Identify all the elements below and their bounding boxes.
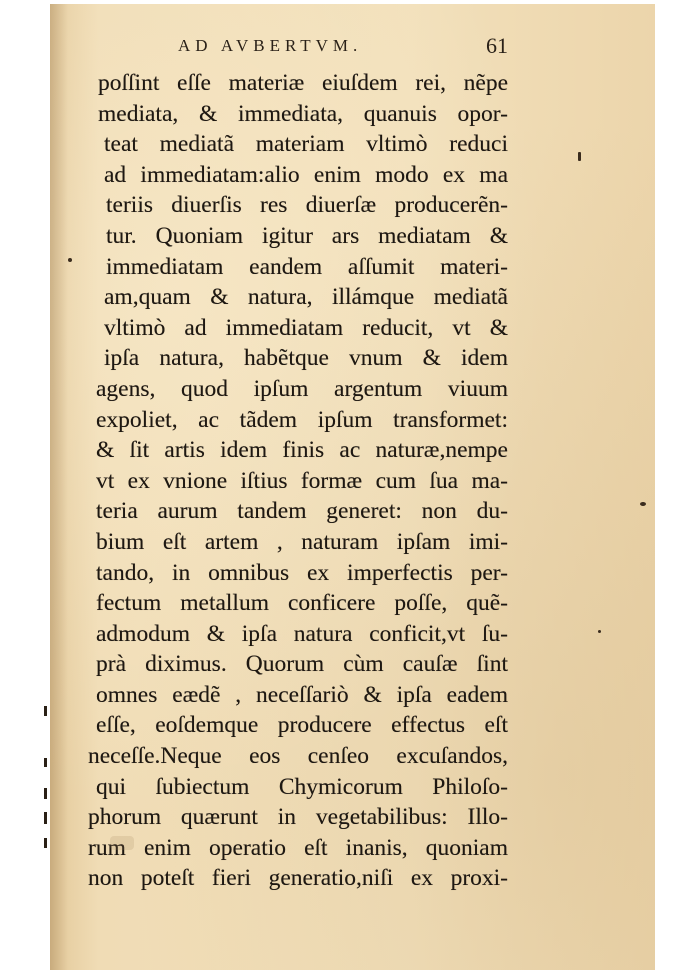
text-line: am,quam & natura, illámque mediatã	[104, 284, 508, 311]
text-line: teat mediatã materiam vltimò reduci	[104, 131, 508, 158]
running-head: AD AVBERTVM.	[178, 36, 363, 55]
text-line: admodum & ipſa natura conficit,vt ſu-	[96, 620, 508, 647]
text-line: vt ex vnione iſtius formæ cum ſua ma-	[96, 467, 508, 494]
text-line: poſſint eſſe materiæ eiuſdem rei, nẽpe	[98, 70, 508, 96]
text-line: teria aurum tandem generet: non du-	[96, 498, 508, 525]
speck	[578, 152, 581, 161]
speck	[68, 258, 72, 262]
text-line: neceſſe.Neque eos cenſeo excuſandos,	[88, 743, 508, 770]
margin-mark	[44, 758, 47, 767]
text-line: phorum quærunt in vegetabilibus: Illo-	[88, 804, 508, 831]
text-line: agens, quod ipſum argentum viuum	[96, 375, 508, 402]
text-line: teriis diuerſis res diuerſæ producerẽn-	[106, 192, 508, 219]
text-line: fectum metallum conficere poſſe, quẽ-	[96, 590, 508, 617]
text-line: expoliet, ac tãdem ipſum transformet:	[96, 406, 508, 433]
text-line: tur. Quoniam igitur ars mediatam &	[106, 222, 508, 249]
text-line: ipſa natura, habẽtque vnum & idem	[104, 345, 508, 372]
text-line: ad immediatam:alio enim modo ex ma	[104, 161, 508, 188]
text-line: qui ſubiectum Chymicorum Philoſo-	[96, 773, 508, 800]
text-line: prà diximus. Quorum cùm cauſæ ſint	[96, 651, 508, 678]
text-line: vltimò ad immediatam reducit, vt &	[104, 314, 508, 341]
margin-mark	[44, 706, 47, 716]
speck	[598, 630, 601, 633]
margin-mark	[44, 788, 47, 799]
text-line: omnes eædẽ , neceſſariò & ipſa eadem	[96, 681, 508, 708]
text-line: tando, in omnibus ex imperfectis per-	[96, 559, 508, 586]
text-line: rum enim operatio eſt inanis, quoniam	[88, 834, 508, 861]
body-text	[88, 68, 508, 894]
faint-ink-stain	[110, 836, 134, 850]
gutter-shadow	[50, 4, 68, 970]
text-line: bium eſt artem , naturam ipſam imi-	[96, 528, 508, 555]
page-header	[178, 34, 508, 64]
text-line: immediatam eandem aſſumit materi-	[106, 253, 508, 280]
page-number: 61	[486, 33, 508, 58]
text-line: non poteſt fieri generatio,niſi ex proxi-	[88, 865, 508, 892]
margin-mark	[44, 812, 47, 824]
speck	[640, 502, 646, 506]
text-line: eſſe, eoſdemque producere effectus eſt	[96, 712, 508, 739]
margin-mark	[44, 838, 47, 848]
text-line: mediata, & immediata, quanuis opor-	[98, 100, 508, 127]
text-line: & ſit artis idem finis ac naturæ,nempe	[96, 437, 508, 464]
